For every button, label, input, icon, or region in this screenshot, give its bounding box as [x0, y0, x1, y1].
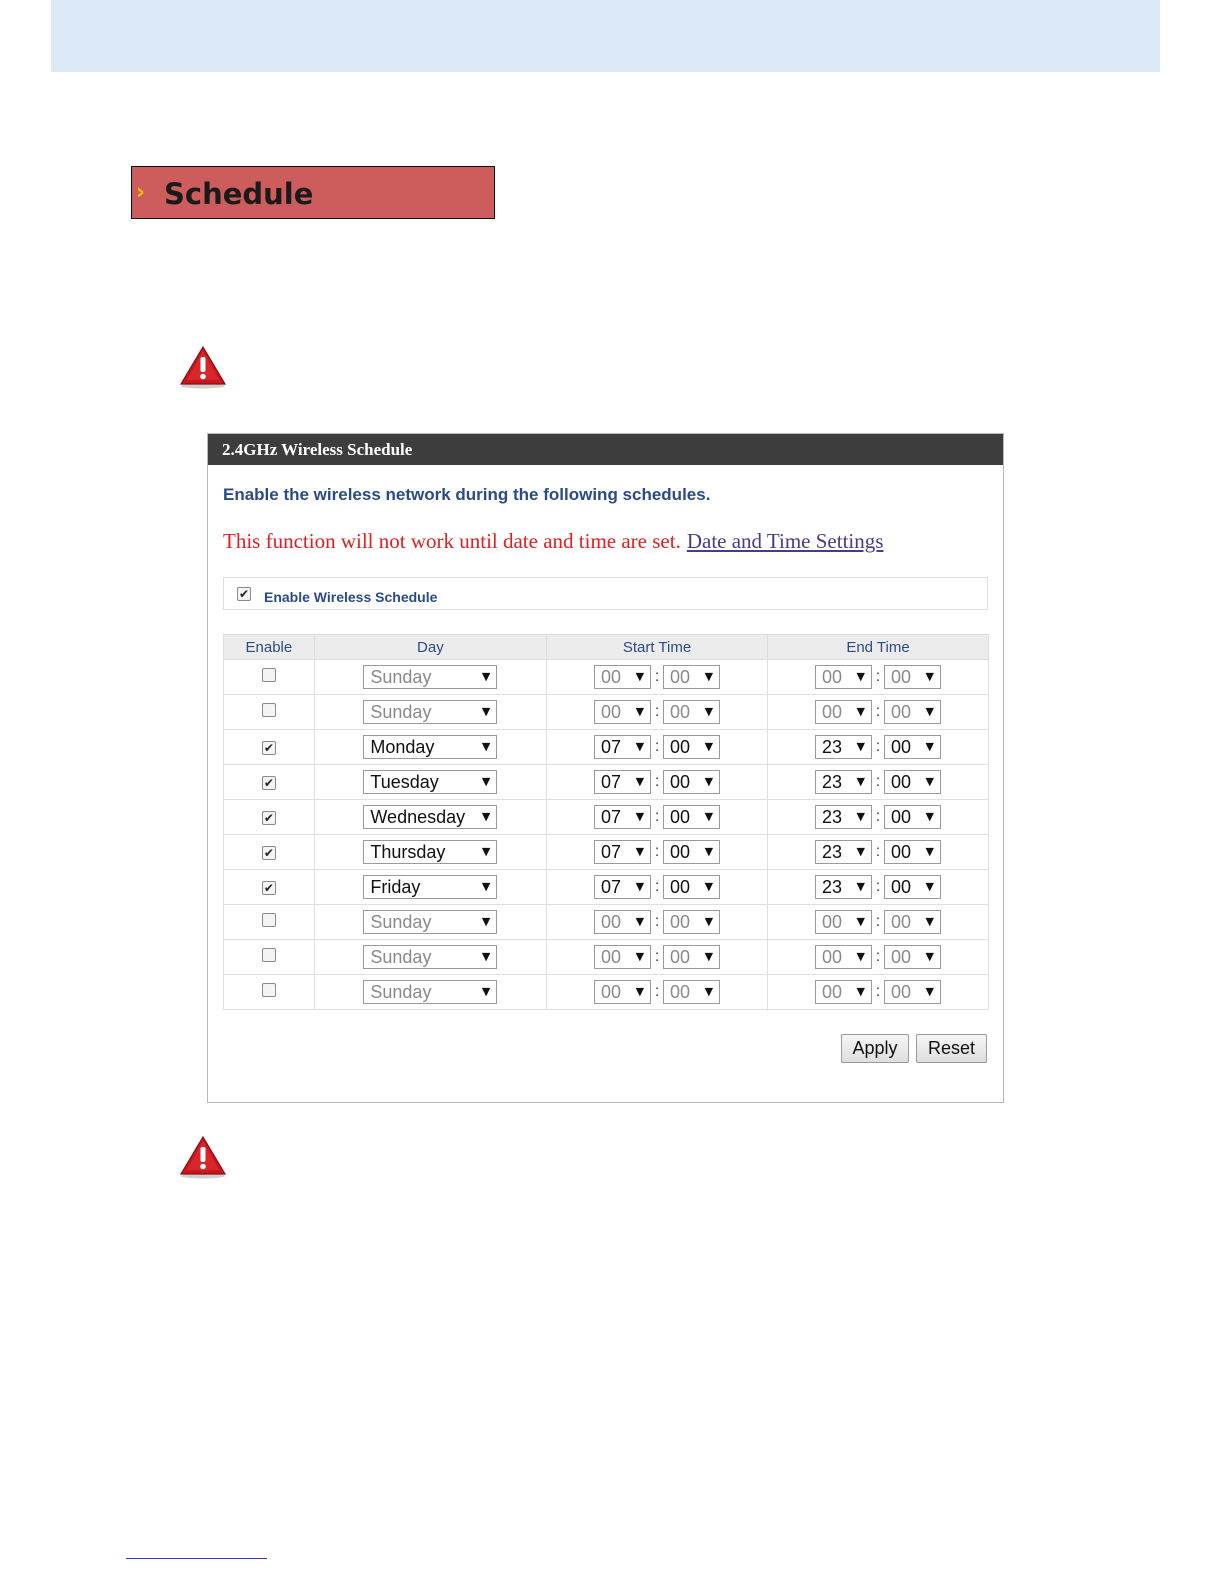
start-hour-value: 07 [601, 877, 622, 897]
dropdown-arrow-icon: ▼ [635, 810, 645, 823]
section-banner [131, 166, 495, 219]
enable-schedule-label: Enable Wireless Schedule [264, 589, 438, 605]
row-enable-checkbox[interactable]: ✔ [263, 846, 274, 860]
day-select[interactable] [363, 665, 497, 689]
start-minute-select[interactable] [663, 910, 720, 934]
end-time-cell [768, 940, 989, 975]
end-hour-select[interactable] [815, 910, 872, 934]
table-row [224, 695, 989, 730]
dropdown-arrow-icon: ▼ [856, 740, 865, 753]
time-separator: : [654, 773, 660, 790]
enable-cell [224, 870, 315, 905]
enable-cell [224, 695, 315, 730]
day-cell [314, 730, 546, 765]
enable-cell [224, 730, 315, 765]
day-cell [314, 940, 546, 975]
time-separator: : [875, 773, 881, 790]
table-row [224, 835, 989, 870]
start-hour-value: 00 [601, 702, 622, 722]
dropdown-arrow-icon: ▼ [856, 775, 865, 788]
table-row [224, 870, 989, 905]
dropdown-arrow-icon: ▼ [925, 705, 934, 718]
end-time-cell [768, 975, 989, 1010]
start-hour-select[interactable] [594, 875, 651, 899]
start-time-cell [547, 800, 768, 835]
dropdown-arrow-icon: ▼ [925, 810, 934, 823]
row-enable-checkbox[interactable]: ✔ [263, 811, 274, 825]
dropdown-arrow-icon: ▼ [925, 845, 934, 858]
end-hour-select[interactable] [815, 770, 872, 794]
start-hour-select[interactable] [594, 980, 651, 1004]
dropdown-arrow-icon: ▼ [481, 705, 491, 718]
start-time-cell [547, 870, 768, 905]
end-minute-value: 00 [891, 842, 912, 862]
row-enable-checkbox[interactable]: ✔ [263, 776, 274, 790]
dropdown-arrow-icon: ▼ [704, 670, 714, 683]
start-hour-select[interactable] [594, 665, 651, 689]
end-minute-select[interactable] [884, 910, 941, 934]
row-enable-checkbox[interactable] [262, 983, 276, 997]
end-hour-select[interactable] [815, 875, 872, 899]
start-minute-select[interactable] [663, 735, 720, 759]
end-minute-value: 00 [891, 912, 912, 932]
start-hour-value: 07 [601, 807, 622, 827]
end-hour-value: 23 [822, 842, 843, 862]
end-minute-select[interactable] [884, 770, 941, 794]
enable-cell [224, 835, 315, 870]
row-enable-checkbox[interactable] [262, 913, 276, 927]
dropdown-arrow-icon: ▼ [481, 880, 491, 893]
day-select[interactable] [363, 910, 497, 934]
dropdown-arrow-icon: ▼ [635, 845, 645, 858]
start-hour-value: 00 [601, 982, 622, 1002]
start-minute-select[interactable] [663, 980, 720, 1004]
end-minute-select[interactable] [884, 945, 941, 969]
start-hour-select[interactable] [594, 700, 651, 724]
end-hour-select[interactable] [815, 805, 872, 829]
dropdown-arrow-icon: ▼ [925, 880, 934, 893]
start-hour-value: 07 [601, 772, 622, 792]
end-time-cell [768, 765, 989, 800]
start-minute-select[interactable] [663, 665, 720, 689]
start-minute-value: 00 [670, 772, 691, 792]
day-value: Friday [370, 877, 421, 897]
dropdown-arrow-icon: ▼ [925, 915, 934, 928]
dropdown-arrow-icon: ▼ [704, 985, 714, 998]
end-minute-value: 00 [891, 737, 912, 757]
enable-cell [224, 975, 315, 1010]
end-hour-value: 00 [822, 947, 843, 967]
day-select[interactable] [363, 735, 497, 759]
dropdown-arrow-icon: ▼ [856, 845, 865, 858]
day-select[interactable] [363, 945, 497, 969]
day-cell [314, 800, 546, 835]
dropdown-arrow-icon: ▼ [925, 950, 934, 963]
end-minute-select[interactable] [884, 700, 941, 724]
time-separator: : [654, 703, 660, 720]
end-hour-value: 23 [822, 737, 843, 757]
row-enable-checkbox[interactable] [262, 668, 276, 682]
table-row [224, 975, 989, 1010]
day-value: Sunday [370, 667, 432, 687]
enable-cell [224, 765, 315, 800]
table-row [224, 905, 989, 940]
date-time-notice [223, 529, 883, 554]
dropdown-arrow-icon: ▼ [635, 740, 645, 753]
day-select[interactable] [363, 770, 497, 794]
end-hour-select[interactable] [815, 980, 872, 1004]
start-time-cell [547, 730, 768, 765]
time-separator: : [654, 738, 660, 755]
table-row [224, 800, 989, 835]
end-time-cell [768, 730, 989, 765]
day-value: Thursday [370, 842, 446, 862]
start-time-cell [547, 835, 768, 870]
time-separator: : [654, 983, 660, 1000]
page-top-band [51, 0, 1160, 72]
start-minute-value: 00 [670, 912, 691, 932]
enable-cell [224, 800, 315, 835]
enable-cell [224, 660, 315, 695]
day-value: Monday [370, 737, 435, 757]
row-enable-checkbox[interactable]: ✔ [263, 881, 274, 895]
dropdown-arrow-icon: ▼ [925, 775, 934, 788]
table-row [224, 940, 989, 975]
day-cell [314, 835, 546, 870]
time-separator: : [654, 913, 660, 930]
dropdown-arrow-icon: ▼ [635, 705, 645, 718]
end-minute-value: 00 [891, 807, 912, 827]
apply-button[interactable]: Apply [841, 1034, 909, 1063]
dropdown-arrow-icon: ▼ [481, 775, 491, 788]
end-time-cell [768, 835, 989, 870]
column-header-day: Day [314, 635, 546, 660]
dropdown-arrow-icon: ▼ [925, 740, 934, 753]
dropdown-arrow-icon: ▼ [481, 985, 491, 998]
dropdown-arrow-icon: ▼ [481, 670, 491, 683]
time-separator: : [875, 738, 881, 755]
panel-header: 2.4GHz Wireless Schedule [208, 434, 1003, 465]
start-hour-value: 07 [601, 842, 622, 862]
table-row [224, 765, 989, 800]
end-minute-value: 00 [891, 772, 912, 792]
day-cell [314, 905, 546, 940]
day-cell [314, 870, 546, 905]
dropdown-arrow-icon: ▼ [856, 915, 865, 928]
date-time-settings-link[interactable]: Date and Time Settings [686, 529, 884, 553]
dropdown-arrow-icon: ▼ [704, 705, 714, 718]
start-minute-select[interactable] [663, 805, 720, 829]
time-separator: : [654, 878, 660, 895]
end-hour-select[interactable] [815, 700, 872, 724]
start-time-cell [547, 975, 768, 1010]
dropdown-arrow-icon: ▼ [635, 880, 645, 893]
day-value: Sunday [370, 982, 432, 1002]
dropdown-arrow-icon: ▼ [925, 985, 934, 998]
dropdown-arrow-icon: ▼ [704, 810, 714, 823]
time-separator: : [654, 948, 660, 965]
wireless-schedule-panel [207, 433, 1004, 1103]
end-hour-select[interactable] [815, 945, 872, 969]
end-minute-value: 00 [891, 877, 912, 897]
table-row [224, 730, 989, 765]
row-enable-checkbox[interactable] [262, 703, 276, 717]
start-hour-select[interactable] [594, 910, 651, 934]
start-minute-value: 00 [670, 877, 691, 897]
day-select[interactable] [363, 875, 497, 899]
time-separator: : [875, 808, 881, 825]
time-separator: : [875, 983, 881, 1000]
time-separator: : [875, 668, 881, 685]
start-hour-value: 00 [601, 912, 622, 932]
end-hour-value: 23 [822, 807, 843, 827]
start-minute-value: 00 [670, 737, 691, 757]
dropdown-arrow-icon: ▼ [704, 775, 714, 788]
start-hour-value: 00 [601, 947, 622, 967]
start-minute-select[interactable] [663, 875, 720, 899]
dropdown-arrow-icon: ▼ [856, 950, 865, 963]
column-header-end-time: End Time [768, 635, 989, 660]
row-enable-checkbox[interactable] [262, 948, 276, 962]
end-time-cell [768, 695, 989, 730]
start-minute-select[interactable] [663, 770, 720, 794]
start-hour-select[interactable] [594, 805, 651, 829]
time-separator: : [875, 878, 881, 895]
dropdown-arrow-icon: ▼ [635, 775, 645, 788]
end-hour-select[interactable] [815, 665, 872, 689]
dropdown-arrow-icon: ▼ [856, 880, 865, 893]
day-value: Wednesday [370, 807, 466, 827]
column-header-enable: Enable [224, 635, 315, 660]
dropdown-arrow-icon: ▼ [704, 740, 714, 753]
end-hour-value: 23 [822, 772, 843, 792]
day-value: Sunday [370, 947, 432, 967]
time-separator: : [875, 703, 881, 720]
time-separator: : [654, 668, 660, 685]
start-hour-select[interactable] [594, 945, 651, 969]
start-time-cell [547, 940, 768, 975]
row-enable-checkbox[interactable]: ✔ [263, 741, 274, 755]
start-minute-value: 00 [670, 702, 691, 722]
start-hour-value: 00 [601, 667, 622, 687]
day-select[interactable] [363, 840, 497, 864]
dropdown-arrow-icon: ▼ [635, 950, 645, 963]
column-header-start-time: Start Time [547, 635, 768, 660]
warning-icon [179, 345, 227, 389]
section-title: Schedule [164, 177, 314, 211]
start-hour-select[interactable] [594, 770, 651, 794]
end-minute-select[interactable] [884, 665, 941, 689]
day-cell [314, 765, 546, 800]
dropdown-arrow-icon: ▼ [481, 740, 491, 753]
dropdown-arrow-icon: ▼ [704, 880, 714, 893]
start-minute-value: 00 [670, 842, 691, 862]
end-minute-value: 00 [891, 667, 912, 687]
start-hour-select[interactable] [594, 840, 651, 864]
start-time-cell [547, 765, 768, 800]
end-hour-value: 23 [822, 877, 843, 897]
dropdown-arrow-icon: ▼ [856, 985, 865, 998]
end-minute-value: 00 [891, 982, 912, 1002]
end-time-cell [768, 800, 989, 835]
chevron-right-icon: › [136, 180, 146, 205]
footnote-divider [126, 1558, 267, 1559]
day-select[interactable] [363, 980, 497, 1004]
start-minute-value: 00 [670, 667, 691, 687]
end-minute-select[interactable] [884, 875, 941, 899]
end-hour-value: 00 [822, 667, 843, 687]
start-minute-value: 00 [670, 807, 691, 827]
dropdown-arrow-icon: ▼ [704, 950, 714, 963]
end-hour-value: 00 [822, 912, 843, 932]
dropdown-arrow-icon: ▼ [856, 705, 865, 718]
dropdown-arrow-icon: ▼ [856, 670, 865, 683]
end-minute-select[interactable] [884, 840, 941, 864]
intro-text: Enable the wireless network during the following schedules. [223, 485, 711, 504]
day-value: Sunday [370, 912, 432, 932]
day-select[interactable] [363, 700, 497, 724]
start-minute-value: 00 [670, 947, 691, 967]
start-time-cell [547, 695, 768, 730]
end-time-cell [768, 870, 989, 905]
dropdown-arrow-icon: ▼ [704, 915, 714, 928]
day-cell [314, 975, 546, 1010]
end-minute-select[interactable] [884, 805, 941, 829]
end-hour-value: 00 [822, 702, 843, 722]
dropdown-arrow-icon: ▼ [856, 810, 865, 823]
table-row [224, 660, 989, 695]
start-time-cell [547, 660, 768, 695]
end-hour-select[interactable] [815, 735, 872, 759]
dropdown-arrow-icon: ▼ [704, 845, 714, 858]
end-minute-value: 00 [891, 702, 912, 722]
time-separator: : [875, 913, 881, 930]
time-separator: : [875, 843, 881, 860]
end-hour-select[interactable] [815, 840, 872, 864]
start-minute-select[interactable] [663, 840, 720, 864]
dropdown-arrow-icon: ▼ [481, 810, 491, 823]
dropdown-arrow-icon: ▼ [635, 985, 645, 998]
start-minute-value: 00 [670, 982, 691, 1002]
day-value: Sunday [370, 702, 432, 722]
start-minute-select[interactable] [663, 700, 720, 724]
dropdown-arrow-icon: ▼ [925, 670, 934, 683]
time-separator: : [875, 948, 881, 965]
warning-icon [179, 1135, 227, 1179]
start-hour-value: 07 [601, 737, 622, 757]
end-hour-value: 00 [822, 982, 843, 1002]
end-time-cell [768, 660, 989, 695]
day-cell [314, 660, 546, 695]
start-time-cell [547, 905, 768, 940]
end-minute-select[interactable] [884, 980, 941, 1004]
dropdown-arrow-icon: ▼ [481, 950, 491, 963]
day-value: Tuesday [370, 772, 439, 792]
end-minute-value: 00 [891, 947, 912, 967]
enable-schedule-checkbox[interactable]: ✔ [238, 587, 250, 601]
end-minute-select[interactable] [884, 735, 941, 759]
end-time-cell [768, 905, 989, 940]
day-select[interactable] [363, 805, 497, 829]
enable-cell [224, 940, 315, 975]
start-hour-select[interactable] [594, 735, 651, 759]
day-cell [314, 695, 546, 730]
reset-button[interactable]: Reset [916, 1034, 987, 1063]
dropdown-arrow-icon: ▼ [481, 845, 491, 858]
start-minute-select[interactable] [663, 945, 720, 969]
dropdown-arrow-icon: ▼ [481, 915, 491, 928]
schedule-table [223, 634, 989, 1010]
dropdown-arrow-icon: ▼ [635, 670, 645, 683]
time-separator: : [654, 808, 660, 825]
time-separator: : [654, 843, 660, 860]
dropdown-arrow-icon: ▼ [635, 915, 645, 928]
enable-schedule-box [223, 577, 988, 610]
notice-text: This function will not work until date and time are set. [223, 529, 681, 553]
enable-cell [224, 905, 315, 940]
